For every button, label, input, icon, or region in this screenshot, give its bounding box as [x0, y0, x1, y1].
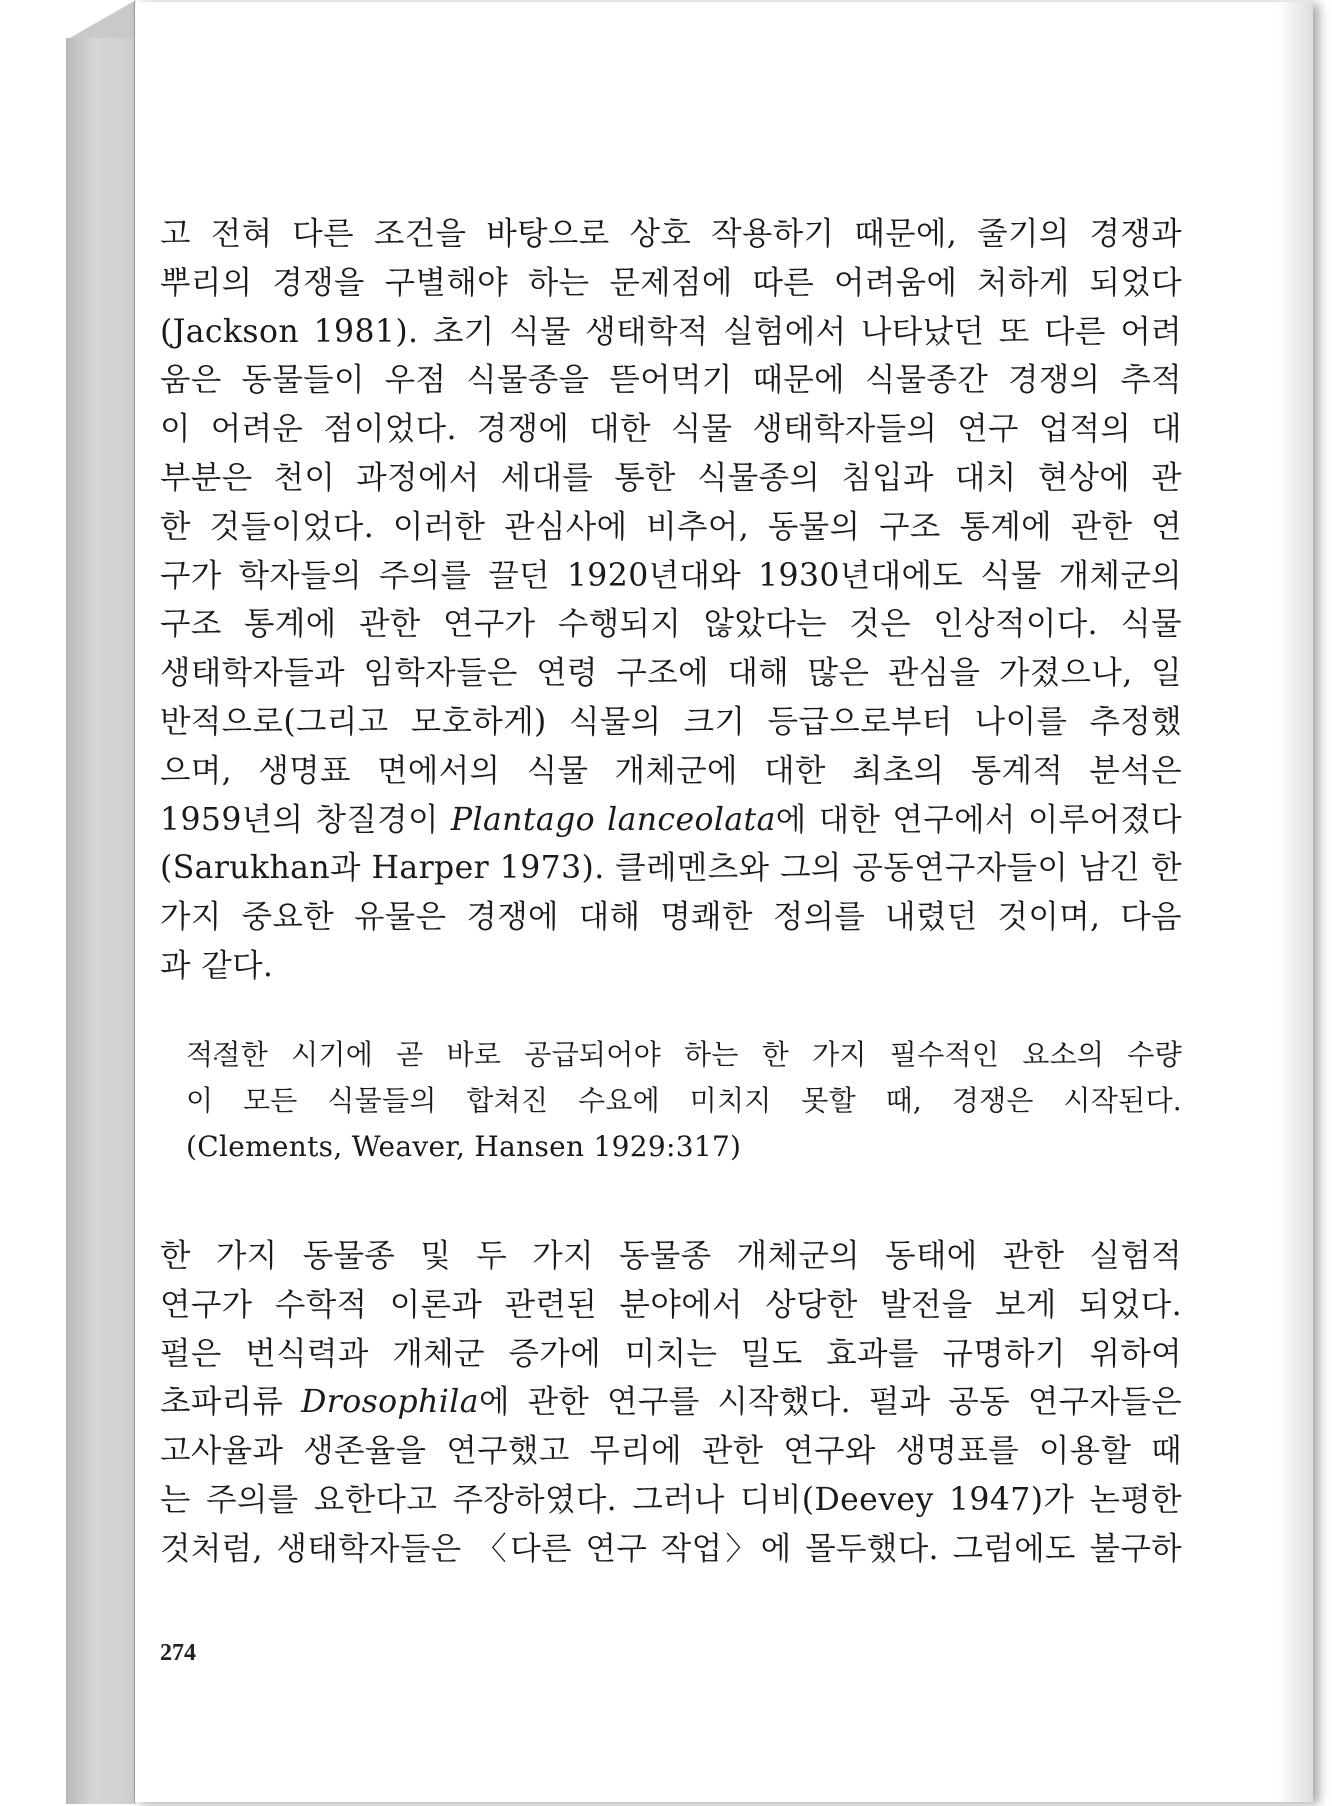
text-line: 이 어려운 점이었다. 경쟁에 대한 식물 생태학자들의 연구 업적의 대 — [160, 411, 1182, 448]
text-line: 가지 중요한 유물은 경쟁에 대해 명쾌한 정의를 내렸던 것이며, 다음 — [160, 899, 1182, 936]
text-line: 연구가 수학적 이론과 관련된 분야에서 상당한 발전을 보게 되었다. — [160, 1286, 1182, 1323]
text-line: 생태학자들과 임학자들은 연령 구조에 대해 많은 관심을 가졌으나, 일 — [160, 655, 1182, 692]
paragraph-1 — [160, 210, 1182, 991]
text-line: 펄은 번식력과 개체군 증가에 미치는 밀도 효과를 규명하기 위하여 — [160, 1335, 1182, 1372]
text-line: 초파리류 Drosophila에 관한 연구를 시작했다. 펄과 공동 연구자들은 — [160, 1384, 1182, 1421]
page-number: 274 — [160, 1640, 196, 1666]
text-line: (Sarukhan과 Harper 1973). 클레멘츠와 그의 공동연구자들이 남긴 한 — [160, 850, 1182, 887]
text-line: 구가 학자들의 주의를 끌던 1920년대와 1930년대에도 식물 개체군의 — [160, 557, 1182, 594]
quote-line: 적절한 시기에 곧 바로 공급되어야 하는 한 가지 필수적인 요소의 수량 — [186, 1038, 1182, 1071]
text-line: 움은 동물들이 우점 식물종을 뜯어먹기 때문에 식물종간 경쟁의 추적 — [160, 362, 1182, 399]
text-line: 는 주의를 요한다고 주장하였다. 그러나 디비(Deevey 1947)가 논평한 — [160, 1481, 1182, 1518]
text-line: 고사율과 생존율을 연구했고 무리에 관한 연구와 생명표를 이용할 때 — [160, 1433, 1182, 1470]
text-line: 으며, 생명표 면에서의 식물 개체군에 대한 최초의 통계적 분석은 — [160, 752, 1182, 789]
text-line: 부분은 천이 과정에서 세대를 통한 식물종의 침입과 대치 현상에 관 — [160, 459, 1182, 496]
block-quote — [186, 1032, 1182, 1170]
quote-citation: (Clements, Weaver, Hansen 1929:317) — [186, 1130, 742, 1163]
text-line: 고 전혀 다른 조건을 바탕으로 상호 작용하기 때문에, 줄기의 경쟁과 — [160, 216, 1182, 252]
text-line: 것처럼, 생태학자들은 〈다른 연구 작업〉에 몰두했다. 그럼에도 불구하 — [160, 1530, 1182, 1567]
text-line: 반적으로(그리고 모호하게) 식물의 크기 등급으로부터 나이를 추정했 — [160, 703, 1182, 740]
text-line: 구조 통계에 관한 연구가 수행되지 않았다는 것은 인상적이다. 식물 — [160, 606, 1182, 643]
paragraph-2 — [160, 1232, 1182, 1574]
text-line: 뿌리의 경쟁을 구별해야 하는 문제점에 따른 어려움에 처하게 되었다 — [160, 264, 1182, 301]
text-line: 과 같다. — [160, 947, 274, 984]
text-line: 한 것들이었다. 이러한 관심사에 비추어, 동물의 구조 통계에 관한 연 — [160, 508, 1182, 545]
text-line: 1959년의 창질경이 Plantago lanceolata에 대한 연구에서 이루어졌다 — [160, 801, 1182, 838]
text-line: 한 가지 동물종 및 두 가지 동물종 개체군의 동태에 관한 실험적 — [160, 1238, 1182, 1274]
book-spine-top — [66, 0, 136, 40]
book-spine — [66, 38, 136, 1804]
text-line: (Jackson 1981). 초기 식물 생태학적 실험에서 나타났던 또 다른 어려 — [160, 313, 1182, 350]
quote-line: 이 모든 식물들의 합쳐진 수요에 미치지 못할 때, 경쟁은 시작된다. — [186, 1084, 1182, 1117]
